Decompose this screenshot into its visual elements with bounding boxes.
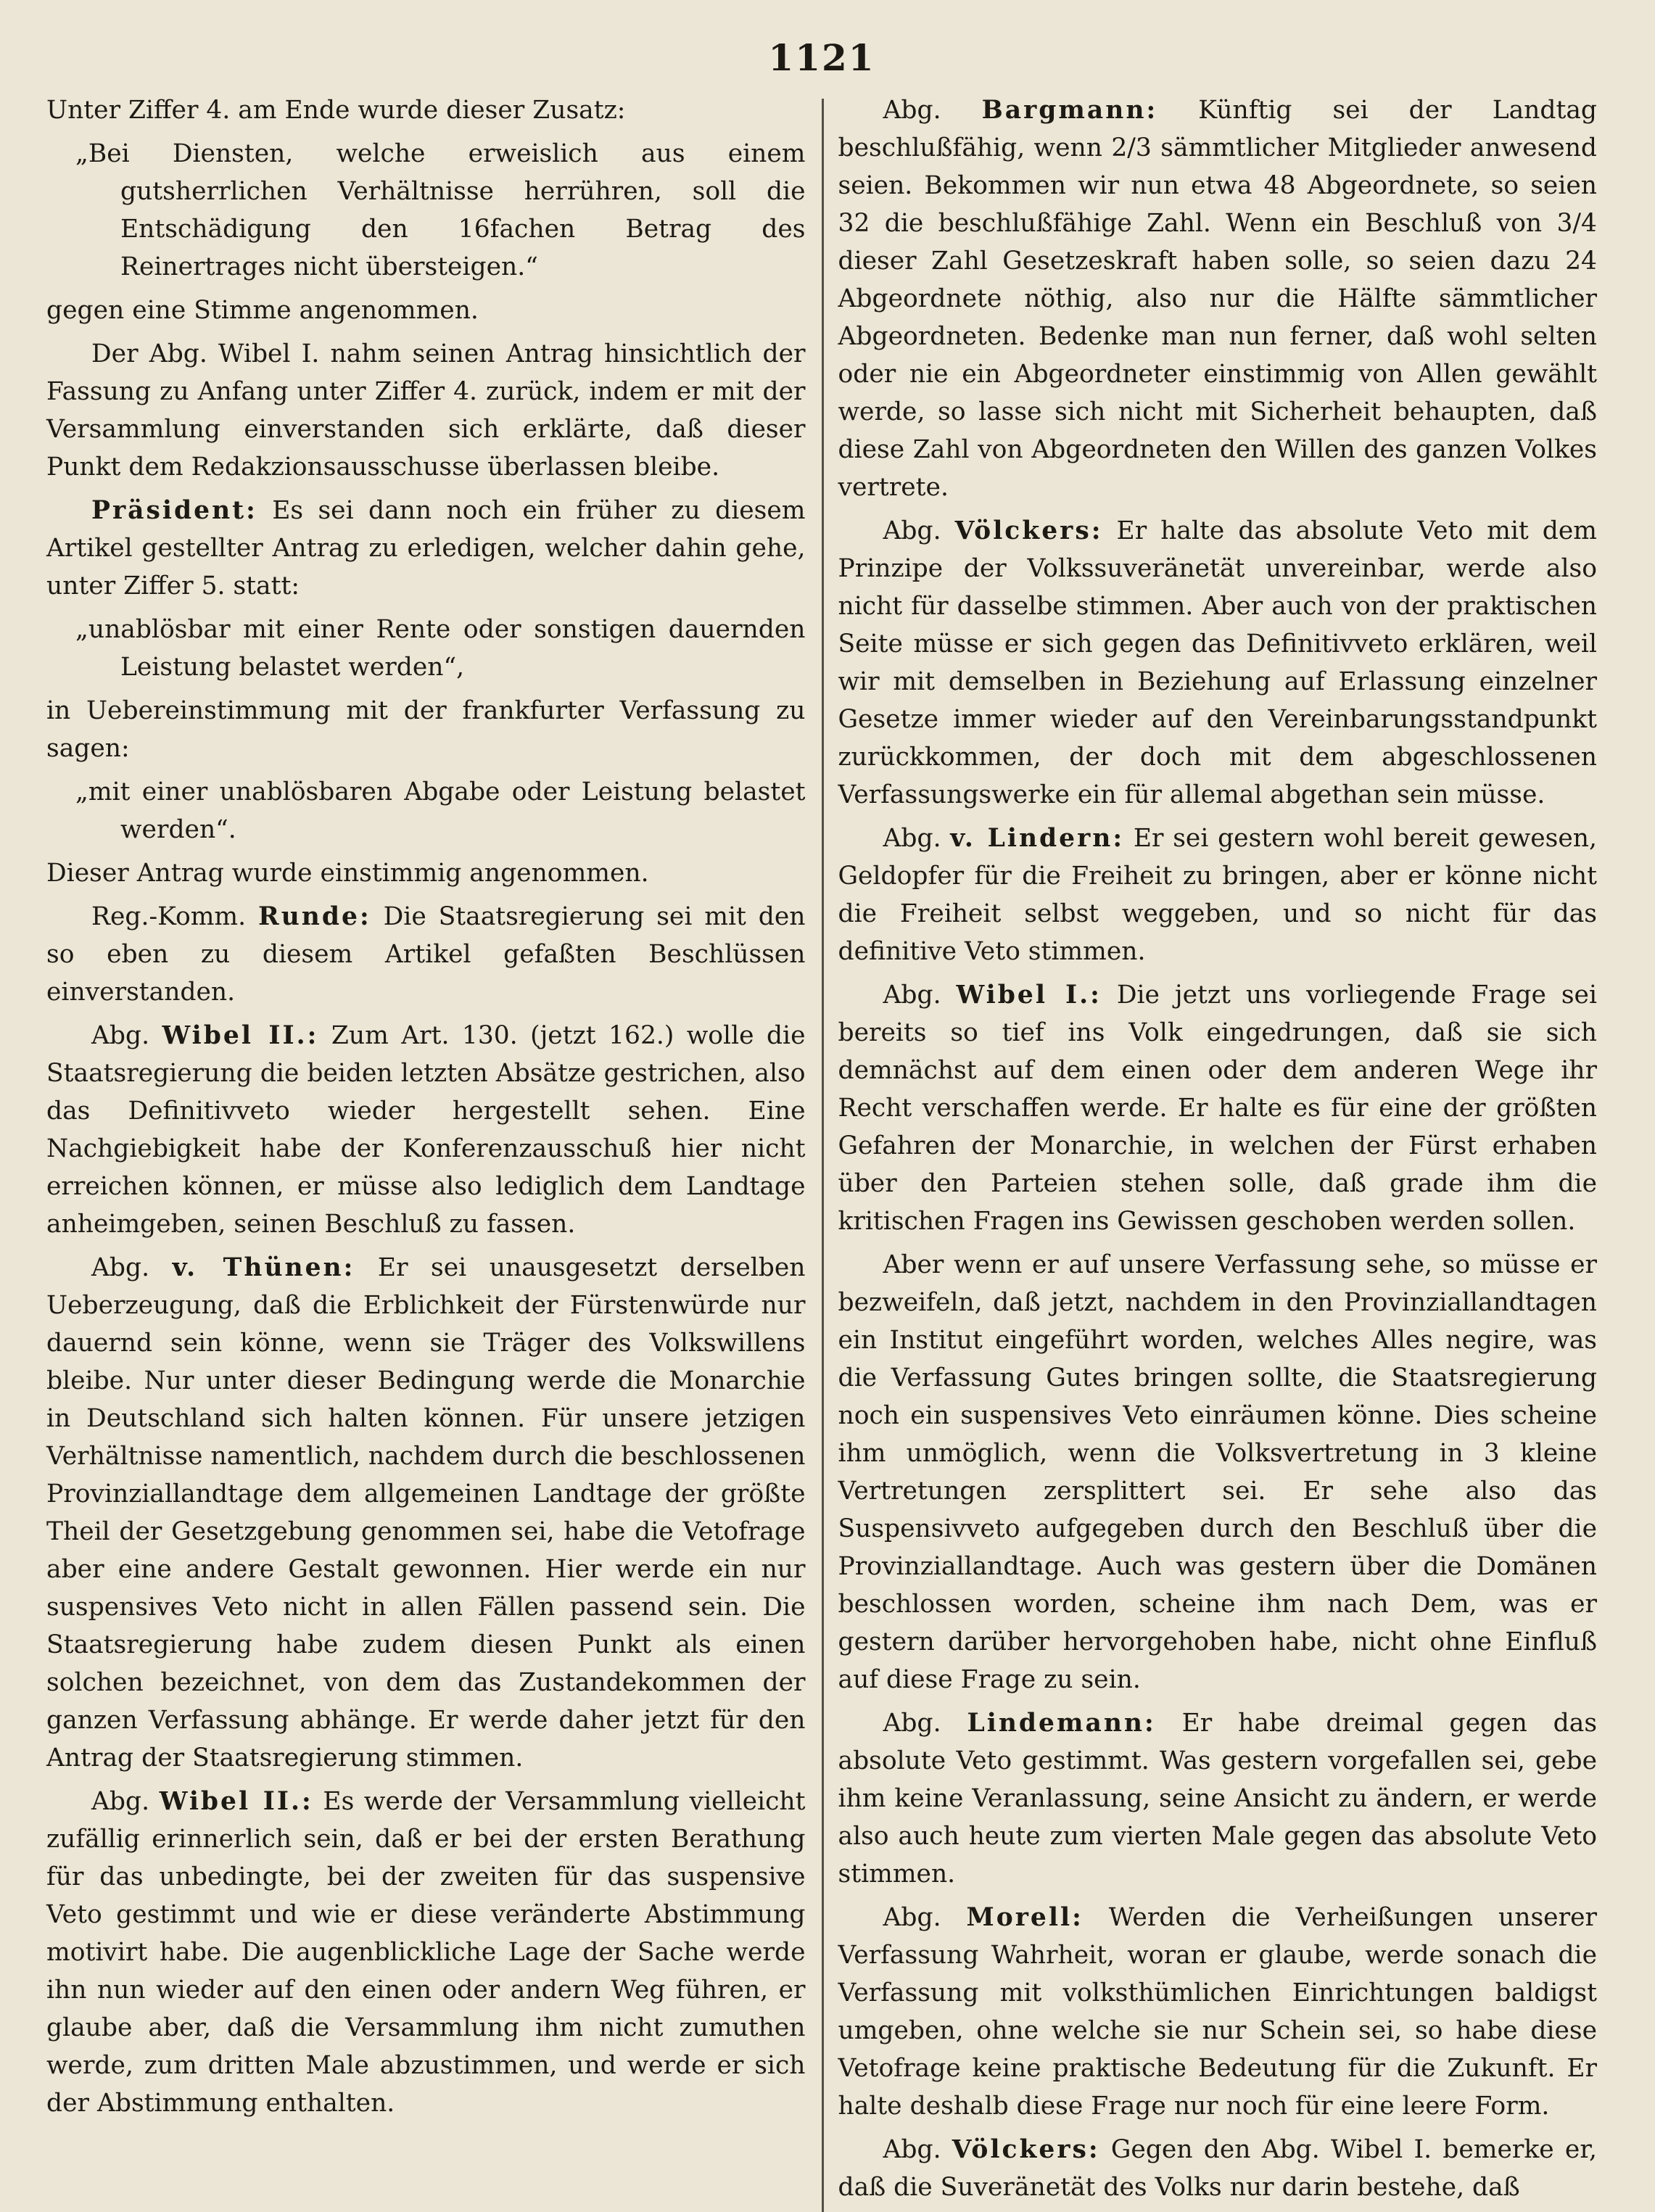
paragraph: [838, 820, 1598, 970]
paragraph-text: Er sei gestern wohl bereit gewesen, Geldopfer für die Freiheit zu bringen, aber er könne nicht die Freiheit selbst weggeben, und so nicht für das definitive Veto stimmen.: [838, 824, 1597, 966]
paragraph-text: Künftig sei der Landtag beschlußfähig, wenn 2/3 sämmtlicher Mitglieder anwesend seien. Bekommen wir nun etwa 48 Abgeordnete, so seien 32 die beschlußfähige Zahl. Wenn ein Beschluß von 3/4 dieser Zahl Gesetzeskraft haben solle, so seien dazu 24 Abgeordnete nöthig, also nur die Hälfte sämmtlicher Abgeordneten. Bedenke man nun ferner, daß wohl selten oder nie ein Abgeordneter einstimmig von Allen gewählt werde, so lasse sich nicht mit Sicherheit behaupten, daß diese Zahl von Abgeordneten den Willen des ganzen Volkes vertrete.: [838, 96, 1598, 502]
paragraph-text: Die jetzt uns vorliegende Frage sei bereits so tief ins Volk eingedrungen, daß sie sich demnächst auf dem einen oder dem anderen Wege ihr Recht verschaffen werde. Er halte es für eine der größten Gefahren der Monarchie, in welchen der Fürst erhaben über den Parteien stehen solle, daß grade ihm die kritischen Fragen ins Gewissen geschoben werden sollen.: [838, 981, 1597, 1236]
paragraph: [838, 2131, 1598, 2206]
paragraph-text: Werden die Verheißungen unserer Verfassung Wahrheit, woran er glaube, werde sonach die Verfassung mit volksthümlichen Einrichtungen baldigst umgeben, ohne welche sie nur Schein sei, so habe diese Vetofrage keine praktische Bedeutung für die Zukunft. Er halte deshalb diese Frage nur noch für eine leere Form.: [838, 1903, 1597, 2121]
speaker-title: Abg.: [883, 1709, 941, 1738]
speaker-title: Reg.-Komm.: [91, 902, 247, 931]
paragraph-text: „Bei Diensten, welche erweislich aus einem gutsherrlichen Verhältnisse herrühren, soll die Entschädigung den 16fachen Betrag des Reinertrages nicht übersteigen.“: [75, 139, 806, 281]
speaker-name: Präsident:: [91, 496, 257, 525]
paragraph-text: Zum Art. 130. (jetzt 162.) wolle die Staatsregierung die beiden letzten Absätze gestrichen, also das Definitivveto wieder hergestellt sehen. Eine Nachgiebigkeit habe der Konferenzausschuß hier nicht erreichen können, er müsse also lediglich dem Landtage anheimgeben, seinen Beschluß zu fassen.: [46, 1021, 806, 1239]
paragraph-text: Er sei unausgesetzt derselben Ueberzeugung, daß die Erblichkeit der Fürstenwürde nur dauernd sein könne, wenn sie Träger des Volkswillens bleibe. Nur unter dieser Bedingung werde die Monarchie in Deutschland sich halten können. Für unsere jetzigen Verhältnisse namentlich, nachdem durch die beschlossenen Provinziallandtage dem allgemeinen Landtage der größte Theil der Gesetzgebung genommen sei, habe die Vetofrage aber eine andere Gestalt gewonnen. Hier werde ein nur suspensives Veto nicht in allen Fällen passend sein. Die Staatsregierung habe zudem diesen Punkt als einen solchen bezeichnet, von dem das Zustandekommen der ganzen Verfassung abhänge. Er werde daher jetzt für den Antrag der Staatsregierung stimmen.: [46, 1253, 806, 1773]
paragraph: [838, 1704, 1598, 1893]
speaker-title: Abg.: [91, 1021, 150, 1050]
left-column: [46, 91, 822, 2128]
paragraph-text: „unablösbar mit einer Rente oder sonstigen dauernden Leistung belastet werden“,: [75, 615, 806, 682]
paragraph-text: Unter Ziffer 4. am Ende wurde dieser Zusatz:: [46, 96, 626, 125]
speaker-title: Abg.: [883, 981, 941, 1010]
paragraph-text: Dieser Antrag wurde einstimmig angenommen.: [46, 859, 649, 888]
column-divider: [822, 99, 824, 2212]
paragraph: [46, 91, 806, 129]
paragraph: [46, 1017, 806, 1243]
paragraph: [46, 492, 806, 605]
speaker-name: Runde:: [258, 902, 371, 931]
speaker-name: v. Lindern:: [950, 824, 1125, 853]
speaker-title: Abg.: [91, 1253, 150, 1282]
paragraph-text: in Uebereinstimmung mit der frankfurter Verfassung zu sagen:: [46, 696, 806, 763]
paragraph: [75, 135, 806, 286]
paragraph: [75, 611, 806, 686]
paragraph: [46, 898, 806, 1011]
paragraph: [838, 91, 1598, 506]
speaker-title: Abg.: [91, 1787, 150, 1816]
speaker-name: v. Thünen:: [172, 1253, 355, 1282]
speaker-name: Wibel II.:: [162, 1021, 319, 1050]
text-columns: [46, 91, 1597, 2212]
paragraph: [46, 692, 806, 767]
right-column: [824, 91, 1598, 2212]
paragraph-text: Er habe dreimal gegen das absolute Veto gestimmt. Was gestern vorgefallen sei, gebe ihm keine Veranlassung, seine Ansicht zu ändern, er werde also auch heute zum vierten Male gegen das absolute Veto stimmen.: [838, 1709, 1598, 1889]
paragraph: [46, 1249, 806, 1777]
speaker-name: Wibel II.:: [159, 1787, 313, 1816]
paragraph-text: Er halte das absolute Veto mit dem Prinzipe der Volkssuveränetät unvereinbar, werde also nicht für dasselbe stimmen. Aber auch von der praktischen Seite müsse er sich gegen das Definitivveto erklären, weil wir mit demselben in Beziehung auf Erlassung einzelner Gesetze immer wieder auf den Vereinbarungsstandpunkt zurückkommen, der doch mit dem abgeschlossenen Verfassungswerke ein für allemal abgethan sein müsse.: [838, 516, 1598, 809]
paragraph-text: gegen eine Stimme angenommen.: [46, 296, 479, 325]
paragraph: [75, 773, 806, 849]
paragraph: [46, 854, 806, 892]
paragraph-text: „mit einer unablösbaren Abgabe oder Leistung belastet werden“.: [75, 777, 806, 844]
speaker-name: Völckers:: [954, 516, 1103, 545]
paragraph-text: Der Abg. Wibel I. nahm seinen Antrag hinsichtlich der Fassung zu Anfang unter Ziffer 4. zurück, indem er mit der Versammlung einverstanden sich erklärte, daß dieser Punkt dem Redakzionsausschusse überlassen bleibe.: [46, 339, 806, 482]
paragraph: [838, 976, 1598, 1240]
speaker-name: Völckers:: [952, 2135, 1100, 2164]
paragraph-text: Aber wenn er auf unsere Verfassung sehe, so müsse er bezweifeln, daß jetzt, nachdem in den Provinziallandtagen ein Institut eingeführt worden, welches Alles negire, was die Verfassung Gutes bringen sollte, die Staatsregierung noch ein suspensives Veto einräumen könne. Dies scheine ihm unmöglich, wenn die Volksvertretung in 3 kleine Vertretungen zersplittert sei. Er sehe also das Suspensivveto aufgegeben durch den Beschluß über die Provinziallandtage. Auch was gestern über die Domänen beschlossen worden, scheine ihm nach Dem, was er gestern darüber hervorgehoben habe, nicht ohne Einfluß auf diese Frage zu sein.: [838, 1250, 1597, 1694]
speaker-title: Abg.: [883, 516, 941, 545]
page-number: 1121: [768, 36, 875, 79]
paragraph-text: Es sei dann noch ein früher zu diesem Artikel gestellter Antrag zu erledigen, welcher dahin gehe, unter Ziffer 5. statt:: [46, 496, 806, 601]
paragraph: [46, 1783, 806, 2122]
speaker-title: Abg.: [883, 2135, 941, 2164]
paragraph-text: Gegen den Abg. Wibel I. bemerke er, daß die Suveränetät des Volks nur darin bestehe, daß: [838, 2135, 1597, 2202]
speaker-title: Abg.: [883, 96, 941, 125]
paragraph: [838, 512, 1598, 814]
paragraph: [46, 292, 806, 329]
speaker-title: Abg.: [883, 1903, 941, 1932]
paragraph: [838, 1899, 1598, 2125]
speaker-name: Wibel I.:: [956, 981, 1102, 1010]
paragraph-text: Die Staatsregierung sei mit den so eben zu diesem Artikel gefaßten Beschlüssen einverstanden.: [46, 902, 806, 1007]
speaker-title: Abg.: [883, 824, 941, 853]
speaker-name: Bargmann:: [981, 96, 1158, 125]
paragraph: [46, 335, 806, 486]
speaker-name: Morell:: [966, 1903, 1084, 1932]
paragraph: [838, 1246, 1598, 1699]
speaker-name: Lindemann:: [967, 1709, 1156, 1738]
paragraph-text: Es werde der Versammlung vielleicht zufällig erinnerlich sein, daß er bei der ersten Berathung für das unbedingte, bei der zweiten für das suspensive Veto gestimmt und wie er diese veränderte Abstimmung motivirt habe. Die augenblickliche Lage der Sache werde ihn nun wieder auf den einen oder andern Weg führen, er glaube aber, daß die Versammlung ihm nicht zumuthen werde, zum dritten Male abzustimmen, und werde er sich der Abstimmung enthalten.: [46, 1787, 806, 2118]
